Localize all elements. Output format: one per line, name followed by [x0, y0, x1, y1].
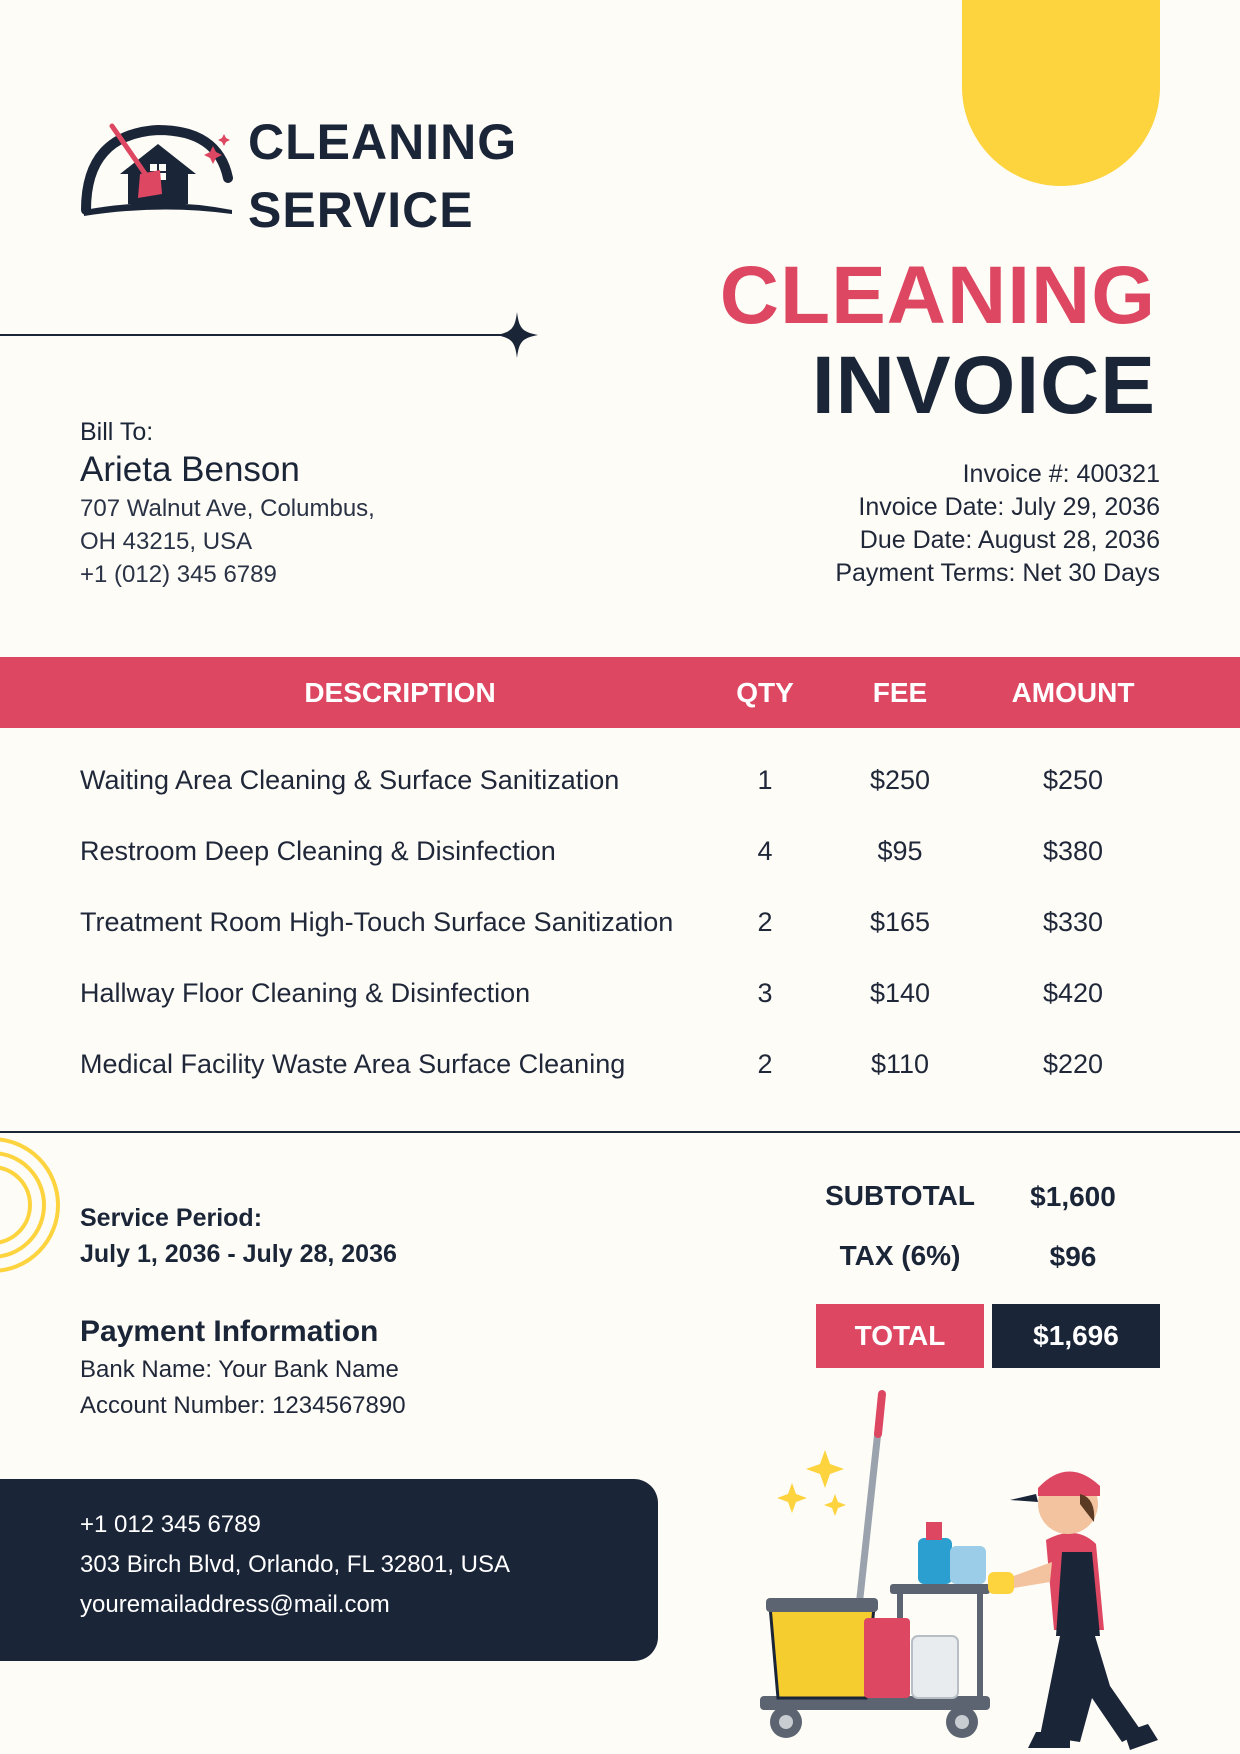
table-row: [0, 745, 1240, 816]
cleaner-with-cart-illustration: [740, 1386, 1210, 1754]
payment-info-title: Payment Information: [80, 1315, 379, 1348]
row-amount: $250: [1042, 765, 1104, 795]
header-fee: FEE: [872, 677, 928, 708]
tax-value: $96: [1049, 1241, 1097, 1272]
contact-panel: [0, 1479, 658, 1661]
row-description: Medical Facility Waste Area Surface Cleaning: [80, 1049, 626, 1079]
house-broom-icon: [80, 118, 238, 220]
invoice-number: Invoice #: 400321: [962, 460, 1160, 488]
row-fee: $250: [869, 765, 931, 795]
concentric-arcs-decoration: [0, 1130, 60, 1280]
row-amount: $220: [1042, 1049, 1104, 1079]
payment-terms: Payment Terms: Net 30 Days: [835, 559, 1160, 587]
row-description: Waiting Area Cleaning & Surface Sanitization: [80, 765, 620, 795]
row-description: Restroom Deep Cleaning & Disinfection: [80, 836, 556, 866]
bill-to-phone: +1 (012) 345 6789: [80, 561, 277, 588]
header-divider-line: [0, 334, 510, 336]
row-fee: $165: [869, 907, 931, 937]
yellow-tab-decoration: [962, 0, 1160, 186]
row-description: Treatment Room High-Touch Surface Sanitization: [80, 907, 674, 937]
row-qty: 3: [757, 978, 773, 1008]
service-period-value: July 1, 2036 - July 28, 2036: [80, 1240, 397, 1268]
company-name: [248, 108, 517, 244]
row-qty: 2: [757, 907, 773, 937]
due-date: Due Date: August 28, 2036: [859, 526, 1160, 554]
table-row: [0, 1029, 1240, 1100]
invoice-title-line2: INVOICE: [811, 340, 1156, 431]
service-period-block: [80, 1200, 397, 1272]
row-amount: $380: [1042, 836, 1104, 866]
contact-address: 303 Birch Blvd, Orlando, FL 32801, USA: [80, 1551, 511, 1578]
bill-to-name: Arieta Benson: [80, 450, 300, 489]
table-row: [0, 816, 1240, 887]
bank-name: Bank Name: Your Bank Name: [80, 1356, 399, 1383]
company-name-line1: CLEANING: [248, 114, 518, 170]
tax-label: TAX (6%): [839, 1240, 961, 1271]
bill-to-label: Bill To:: [80, 418, 154, 446]
service-period-label: Service Period:: [80, 1204, 263, 1232]
row-fee: $140: [869, 978, 931, 1008]
table-row: [0, 958, 1240, 1029]
bill-to-address-line1: 707 Walnut Ave, Columbus,: [80, 495, 375, 522]
header-description: DESCRIPTION: [304, 677, 496, 708]
bill-to-block: [80, 416, 375, 591]
header-amount: AMOUNT: [1011, 677, 1135, 708]
bill-to-address-line2: OH 43215, USA: [80, 528, 253, 555]
invoice-meta: [835, 458, 1160, 590]
company-name-line2: SERVICE: [248, 182, 474, 238]
sparkle-icon: [496, 312, 538, 358]
subtotal-label: SUBTOTAL: [825, 1180, 975, 1211]
row-description: Hallway Floor Cleaning & Disinfection: [80, 978, 531, 1008]
account-number: Account Number: 1234567890: [80, 1392, 406, 1419]
contact-email: youremailaddress@mail.com: [80, 1591, 390, 1618]
line-items: [0, 745, 1240, 1100]
row-qty: 1: [757, 765, 773, 795]
table-row: [0, 887, 1240, 958]
invoice-date: Invoice Date: July 29, 2036: [858, 493, 1160, 521]
row-amount: $330: [1042, 907, 1104, 937]
contact-phone: +1 012 345 6789: [80, 1511, 261, 1538]
row-fee: $110: [870, 1049, 930, 1079]
total-label: TOTAL: [816, 1304, 984, 1368]
header-qty: QTY: [736, 677, 794, 708]
row-fee: $95: [877, 836, 923, 866]
payment-info-block: [80, 1312, 406, 1424]
invoice-title-line1: CLEANING: [719, 250, 1156, 341]
row-amount: $420: [1042, 978, 1104, 1008]
subtotal-value: $1,600: [1030, 1181, 1116, 1212]
table-header: [0, 657, 1240, 728]
row-qty: 4: [757, 836, 773, 866]
total-value: $1,696: [992, 1304, 1160, 1368]
table-bottom-line: [0, 1131, 1240, 1133]
row-qty: 2: [757, 1049, 773, 1079]
